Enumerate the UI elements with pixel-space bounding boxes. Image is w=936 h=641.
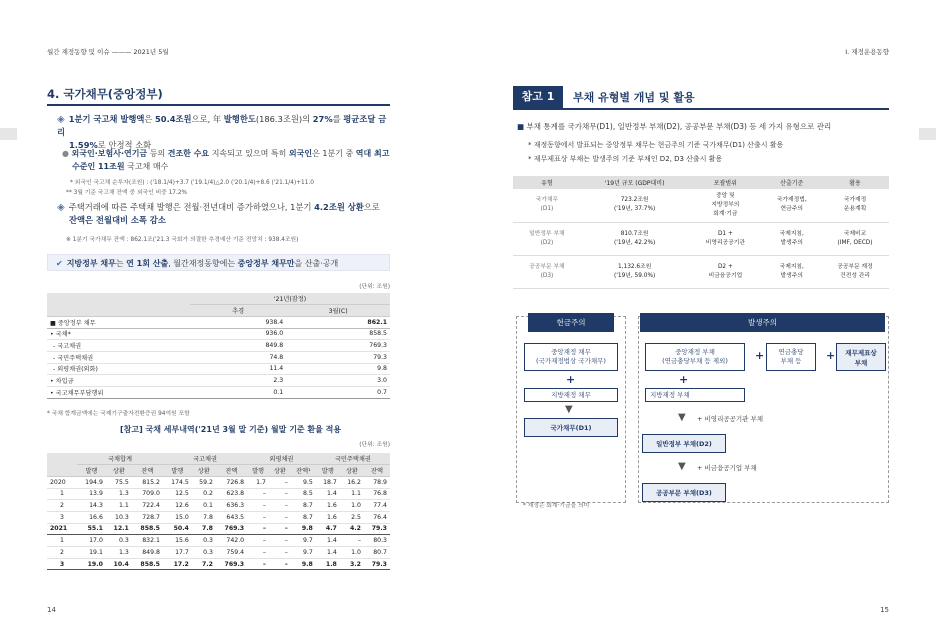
table-row: 일반정부 부채 (D2) 810.7조원 ('19년, 42.2%) D1 + 비영리공공기관 국제지침, 발생주의 국제비교 (IMF, OECD) [513, 222, 889, 255]
arrow-down-icon: ▼ [678, 461, 686, 472]
table-header: '21년(잠정) [190, 293, 390, 305]
section-title: 4. 국가채무(중앙정부) [47, 87, 163, 101]
table-header: 국민주택채권 [316, 453, 390, 465]
arrow-down-icon: ▼ [678, 412, 686, 423]
table-header: 외평채권 [247, 453, 316, 465]
d2-box: 일반정부 부채(D2) [642, 434, 726, 453]
table-row: • 국고채무부담행위 0.1 0.7 [47, 387, 390, 399]
table-row: 3 19.0 10.4 858.5 17.2 7.2 769.3 – – 9.8 1.8 3.2 79.3 [47, 558, 390, 570]
unit-label: (단위: 조원) [359, 442, 390, 448]
page-number-left: 14 [47, 606, 56, 614]
central-fiscal-debt: 중앙재정 채무 (국가재정법상 국가채무) [524, 343, 618, 371]
table-row: 1 17.0 0.3 832.1 15.6 0.3 742.0 – – 9.7 1.4 – 80.3 [47, 535, 390, 547]
right-star-1: * 재정동향에서 발표되는 중앙정부 채무는 현금주의 기준 국가채무(D1) 산출시 활용 [528, 141, 784, 149]
left-tab-marker [0, 128, 17, 140]
table-row: 2 14.3 1.1 722.4 12.6 0.1 636.3 – – 8.7 1.6 1.0 77.4 [47, 500, 390, 512]
bullet-2: ◈ 주택거래에 따른 주택채 발행은 전월·전년대비 증가하였으나, 1분기 4.2조원 상환으로 잔액은 전월대비 소폭 감소 [57, 202, 380, 225]
table-row: - 외평채권(외화) 11.4 9.8 [47, 363, 390, 375]
local-govt-box: ✔ 지방정부 채무는 연 1회 산출, 월간재정동향에는 중앙정부 채무만을 산출·공개 [47, 254, 390, 271]
local-fiscal-liability: 지방재정 부채 [645, 388, 745, 402]
table-header: 3월(C) [286, 305, 390, 317]
accrual-basis-label: 발생주의 [640, 313, 885, 332]
table-row: 3 16.6 10.3 728.7 15.0 7.8 643.5 – – 8.7 1.6 2.5 76.4 [47, 511, 390, 523]
note-debt-balance: ※ 1분기 국가채무 잔액 : 862.1조('21.3 국회가 의결한 추경예산 기준 전망치 : 938.4조원) [66, 237, 299, 243]
sub-bullet-1: ● 외국인·보험사·연기금 등의 견조한 수요 지속되고 있으며 특히 외국인은 1분기 중 역대 최고 수준인 11조원 국고채 매수 [62, 149, 390, 171]
table-row: 2021 55.1 12.1 858.5 50.4 7.8 769.3 – – 9.8 4.7 4.2 79.3 [47, 523, 390, 535]
table-row: • 차입금 2.3 3.0 [47, 375, 390, 387]
plus-icon: + [755, 349, 765, 362]
central-fiscal-liability: 중앙재정 부채 (연금충당부채 등 제외) [645, 343, 745, 371]
table-note: * 국채 합계금액에는 국제기구출자전환증권 94억원 포함 [47, 411, 190, 417]
table-row: 국가채무 (D1) 723.2조원 ('19년, 37.7%) 중앙 및 지방정부의 회계·기금 국가재정법, 현금주의 국가재정 운용계획 [513, 189, 889, 222]
local-fiscal-debt: 지방재정 채무 [524, 388, 618, 402]
table-header: '19년 규모 (GDP대비) [581, 176, 689, 189]
d3-box: 공공부문 부채(D3) [642, 483, 726, 502]
table-row: 2 19.1 1.3 849.8 17.7 0.3 759.4 – – 9.7 1.4 1.0 80.7 [47, 547, 390, 559]
table-header: 유형 [513, 176, 581, 189]
debt-table [47, 293, 390, 399]
table-header: 국고채권 [163, 453, 247, 465]
d1-box: 국가채무(D1) [524, 418, 618, 437]
table-header: 산출기준 [762, 176, 821, 189]
fs-liability: 재무제표상 부채 [836, 343, 886, 371]
pension-liability: 연금충당 부채 등 [766, 343, 816, 371]
table-row: - 국민주택채권 74.8 79.3 [47, 351, 390, 363]
table-header: 국채합계 [77, 453, 163, 465]
arrow-down-icon: ▼ [565, 404, 573, 415]
bond-detail-table: 국채합계 국고채권 외평채권 국민주택채권 발행 상환 잔액 발행 상환 잔액 발행 상환 잔액¹ 발행 상환 잔액 2020 194.9 75.5 815.2 174.5 59.2 726.8 1.7 – 9.5 18.7 16.2 78.9 1 13.9 1.3 709.0 12.5 0.2 623.8 – – 8.5 1.4 1.1 76.8 2 14.3 1.1 722.4 12.6 0.1 636.3 – – 8.7 1.6 1.0 77.4 3 16.6 10.3 728.7 15.0 7.8 643.5 – – 8.7 1.6 2.5 76.4 2021 55.1 12.1 858.5 50.4 7.8 769.3 – – 9.8 4.7 4.2 79.3 1 17.0 0.3 832.1 15.6 0.3 742.0 – – 9.7 1.4 – 80.3 2 19.1 1.3 849.8 17.7 0.3 759.4 – – 9.7 1.4 1.0 80.7 3 19.0 10.4 858.5 17.2 7.2 769.3 – – 9.8 1.8 3.2 79.3 [47, 453, 390, 570]
add-nonfinancial-label: + 비금융공기업 부채 [697, 464, 757, 472]
left-header: 월간 재정동향 및 이슈 ——— 2021년 5월 [47, 48, 169, 56]
plus-icon: + [679, 373, 689, 386]
plus-icon: + [826, 349, 836, 362]
ref-title: 부채 유형별 개념 및 활용 [573, 91, 695, 104]
note-foreign-investment: * 외국인 국고채 순투자(조원) : ('18.1/4)+3.7 ('19.1/4)△2.0 ('20.1/4)+8.6 ('21.1/4)+11.0 [70, 180, 314, 186]
ref-table-title: [참고] 국채 세부내역('21년 3월 말 기준) 월말 기준 환율 적용 [120, 425, 342, 434]
check-icon: ✔ [56, 259, 63, 268]
table-row: 공공부문 부채 (D3) 1,132.6조원 ('19년, 59.0%) D2 + 비금융공기업 국제지침, 발생주의 공공부문 재정 건전성 관리 [513, 255, 889, 288]
right-header: Ⅰ. 재정운용동향 [845, 48, 889, 56]
table-header: 활용 [821, 176, 889, 189]
reference-header [513, 86, 888, 108]
table-row: 1 13.9 1.3 709.0 12.5 0.2 623.8 – – 8.5 1.4 1.1 76.8 [47, 488, 390, 500]
section-rule [47, 104, 390, 106]
diagram-footnote: * 재정은 회계·기금을 의미 [523, 503, 590, 509]
note-foreign-share: ** 3월 기준 국고채 잔액 중 외국인 비중 17.2% [66, 190, 188, 196]
diamond-icon: ◈ [57, 202, 65, 213]
page-number-right: 15 [880, 606, 889, 614]
table-row: - 국고채권 849.8 769.3 [47, 340, 390, 352]
add-nonprofit-label: + 비영리공공기관 부채 [697, 415, 764, 423]
table-row: ■ 중앙정부 채무 938.4 862.1 [47, 316, 390, 328]
ref-label: 참고 1 [513, 86, 563, 108]
table-header: 포괄범위 [688, 176, 762, 189]
plus-icon: + [566, 373, 576, 386]
unit-label: (단위: 조원) [359, 284, 390, 290]
right-star-2: * 재무제표상 부채는 발생주의 기준 부채인 D2, D3 산출시 활용 [528, 155, 723, 163]
bullet-1: ◈ 1분기 국고채 발행액은 50.4조원으로, 年 발행한도(186.3조원)의 27%를 평균조달 금리 1.59%로 안정적 소화 [57, 114, 387, 150]
right-bullet: ■ 부채 통계를 국가채무(D1), 일반정부 부채(D2), 공공부문 부채(D3) 등 세 가지 유형으로 관리 [517, 122, 832, 131]
diamond-icon: ◈ [57, 114, 65, 125]
cash-basis-label: 현금주의 [528, 313, 614, 332]
table-row: • 국채* 936.0 858.5 [47, 328, 390, 340]
debt-type-table [513, 176, 889, 289]
table-row: 2020 194.9 75.5 815.2 174.5 59.2 726.8 1.7 – 9.5 18.7 16.2 78.9 [47, 476, 390, 488]
ref-rule [513, 108, 889, 110]
table-header: 추경 [190, 305, 286, 317]
right-tab-marker [919, 128, 936, 140]
